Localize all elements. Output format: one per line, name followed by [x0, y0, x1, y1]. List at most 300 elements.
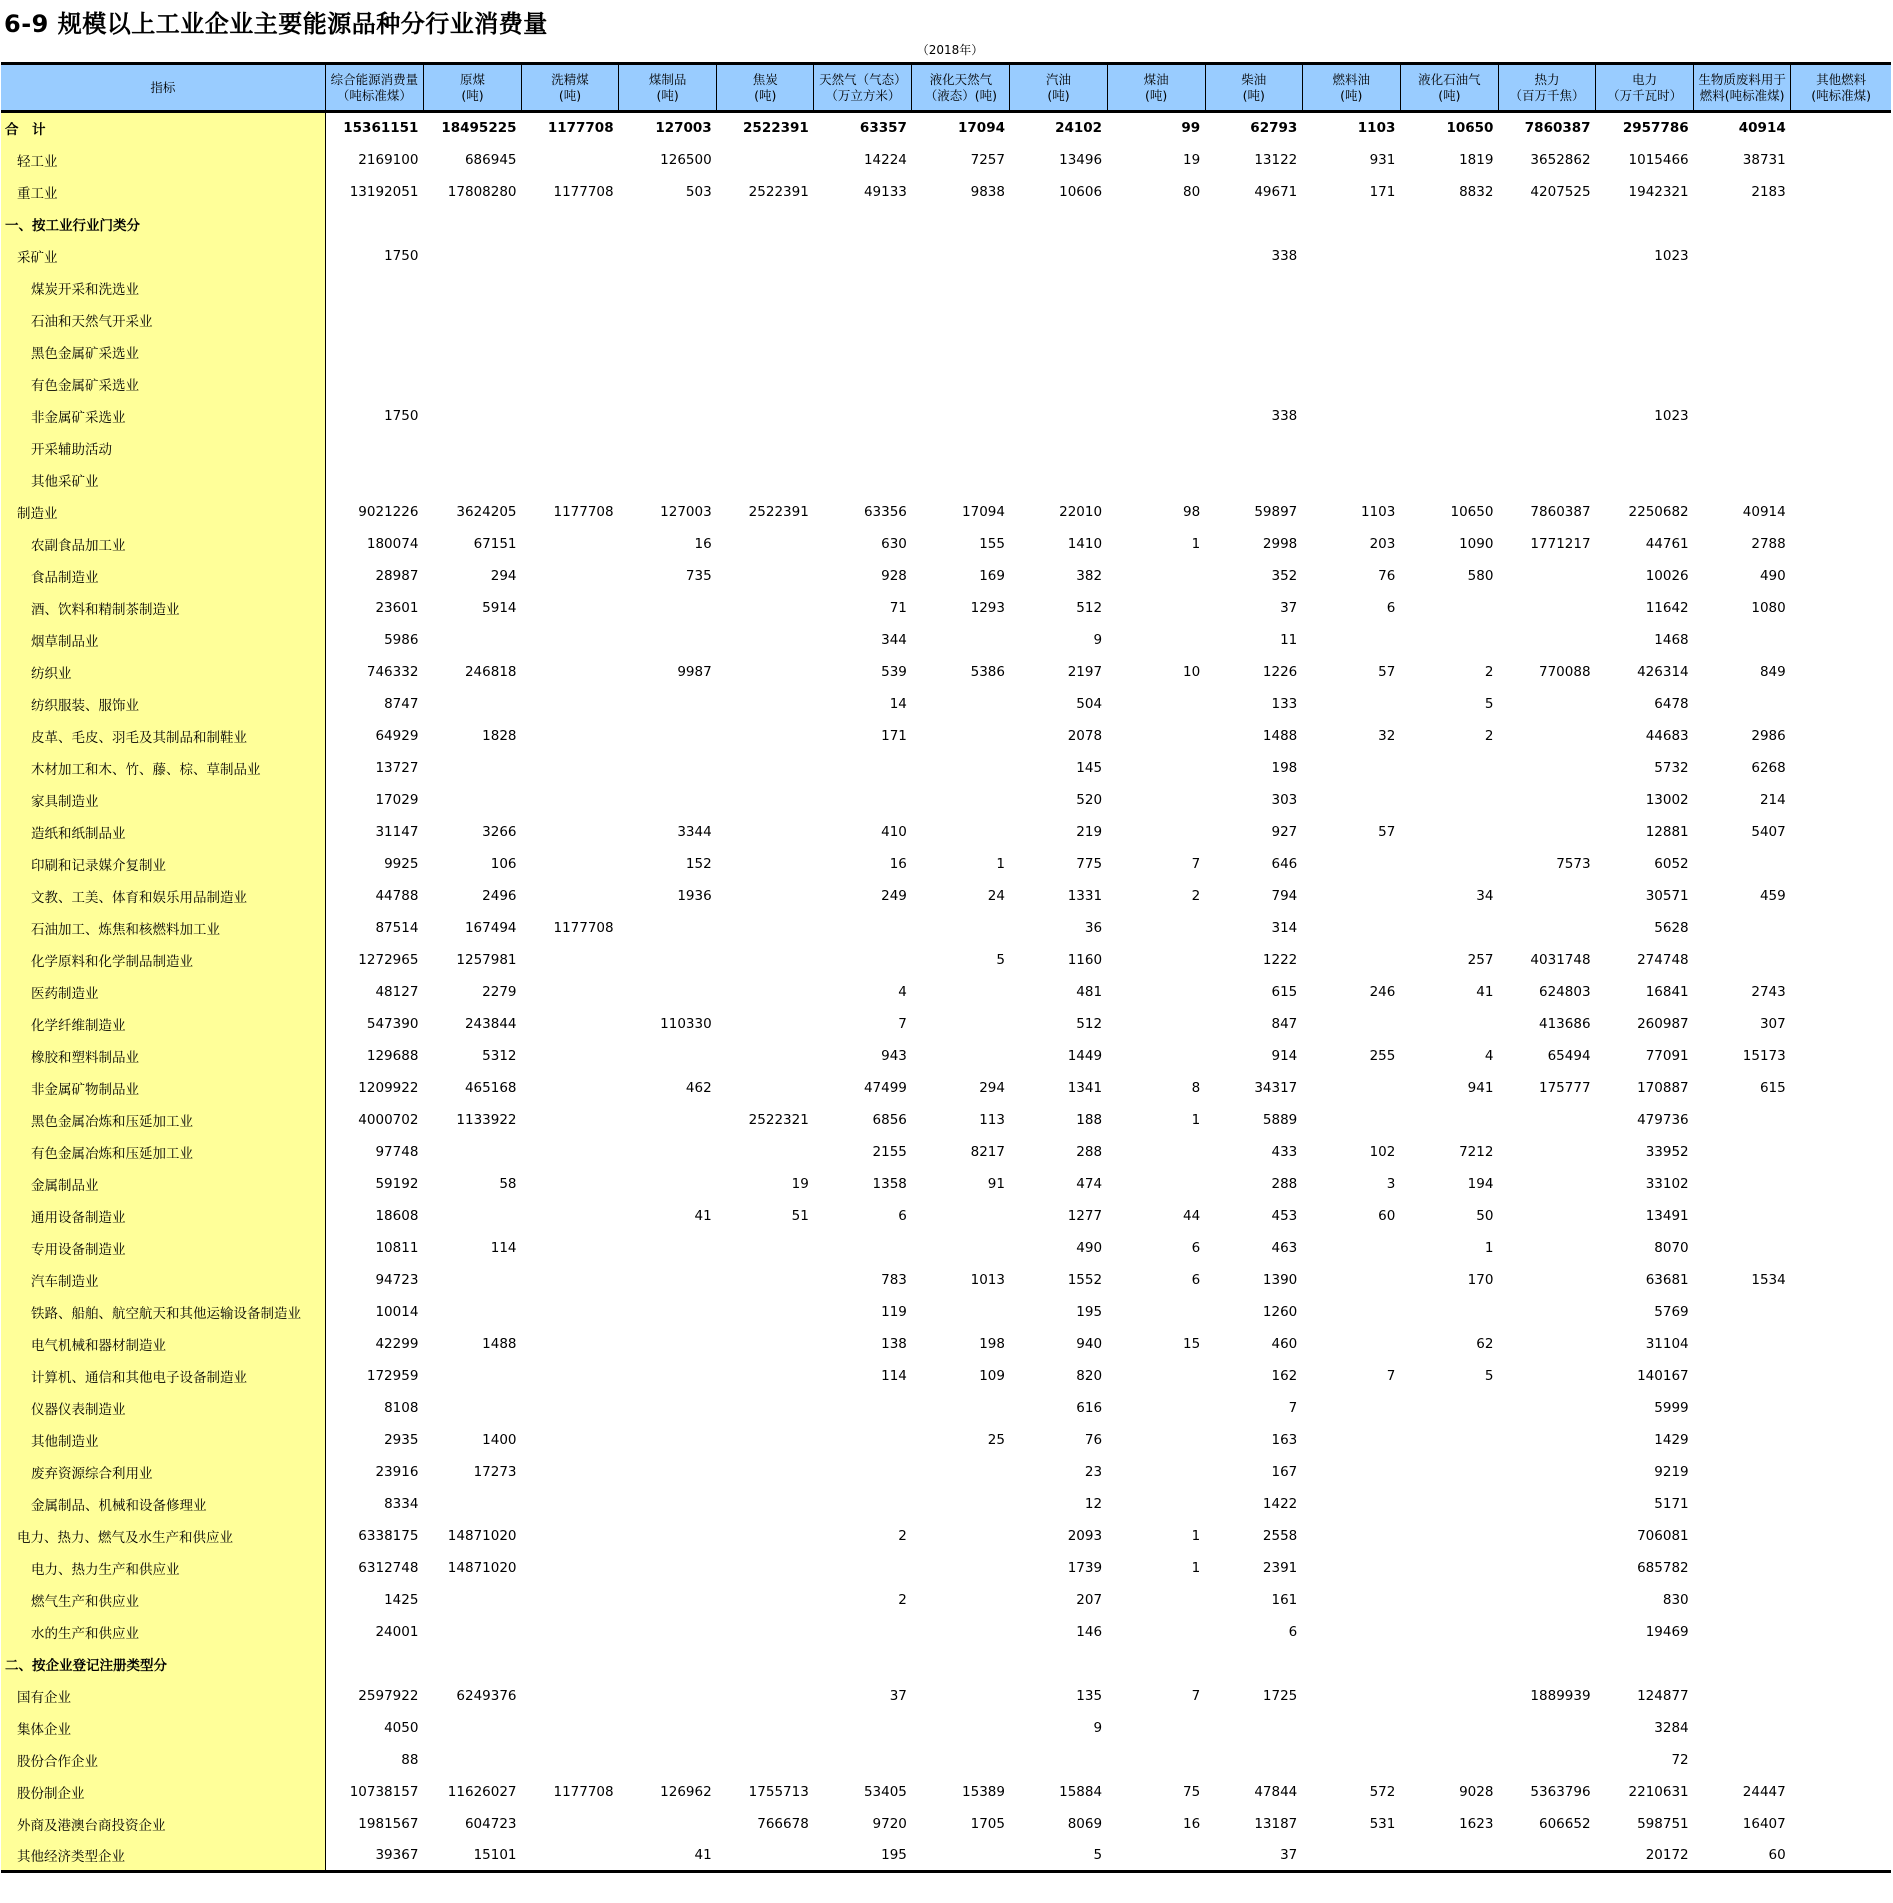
table-cell: [1791, 1840, 1891, 1872]
table-cell: [1400, 592, 1498, 624]
table-cell: 2998: [1262, 535, 1298, 552]
table-cell: 1358: [872, 1175, 907, 1192]
row-label: 制造业: [1, 496, 325, 528]
table-cell: 1331: [1067, 887, 1103, 904]
table-cell: 14871020: [447, 1527, 517, 1544]
table-cell: 8: [1191, 1079, 1201, 1096]
table-cell: [717, 752, 814, 784]
table-cell: [1302, 1840, 1400, 1872]
row-label: 电力、热力、燃气及水生产和供应业: [1, 1520, 325, 1552]
table-cell: [1791, 240, 1891, 272]
table-cell: [1596, 464, 1694, 496]
table-cell: [619, 1584, 717, 1616]
table-cell: 30571: [1645, 887, 1689, 904]
table-cell: 1226: [1262, 663, 1298, 680]
table-cell: [1791, 1744, 1891, 1776]
table-row: [1, 368, 1891, 400]
table-cell: [1400, 848, 1498, 880]
column-header-name: 洗精煤: [551, 71, 589, 87]
table-cell: 2986: [1751, 727, 1786, 744]
table-cell: [1010, 240, 1107, 272]
table-cell: [619, 688, 717, 720]
table-cell: [325, 368, 423, 400]
table-cell: [717, 1072, 814, 1104]
table-cell: [1107, 1744, 1205, 1776]
table-cell: [325, 336, 423, 368]
table-cell: 146: [1076, 1623, 1103, 1640]
table-cell: [1400, 304, 1498, 336]
table-cell: [423, 1296, 521, 1328]
table-cell: [1302, 304, 1400, 336]
table-cell: [1400, 624, 1498, 656]
row-label: 废弃资源综合利用业: [1, 1456, 325, 1488]
table-cell: [522, 688, 619, 720]
table-cell: [1107, 560, 1205, 592]
table-cell: 1133922: [456, 1111, 517, 1128]
row-label: 石油和天然气开采业: [1, 304, 325, 336]
table-body: [1, 112, 1891, 1872]
table-cell: 1080: [1751, 599, 1786, 616]
table-cell: [1791, 432, 1891, 464]
table-cell: [1498, 432, 1595, 464]
table-cell: 28987: [375, 567, 419, 584]
table-cell: [1302, 1104, 1400, 1136]
table-cell: [912, 816, 1010, 848]
table-cell: 6: [1191, 1239, 1201, 1256]
table-row: [1, 1104, 1891, 1136]
table-cell: [717, 656, 814, 688]
row-label: 股份制企业: [1, 1776, 325, 1808]
table-row: [1, 720, 1891, 752]
table-cell: 3266: [482, 823, 517, 840]
table-cell: [1791, 1488, 1891, 1520]
table-cell: [1302, 432, 1400, 464]
table-cell: 97748: [375, 1143, 419, 1160]
table-cell: [1400, 1296, 1498, 1328]
table-cell: 77091: [1645, 1047, 1689, 1064]
table-cell: 7212: [1459, 1143, 1494, 1160]
row-label: 仪器仪表制造业: [1, 1392, 325, 1424]
page-title: 6-9 规模以上工业企业主要能源品种分行业消费量: [4, 10, 548, 38]
table-cell: 102: [1369, 1143, 1396, 1160]
column-header: [423, 64, 521, 112]
table-cell: [1498, 1264, 1595, 1296]
table-cell: 243844: [464, 1015, 517, 1032]
table-cell: [1498, 1168, 1595, 1200]
table-cell: [1205, 272, 1302, 304]
column-header-name: 原煤: [459, 71, 485, 87]
table-row: [1, 944, 1891, 976]
table-cell: [423, 1392, 521, 1424]
table-cell: 138: [881, 1335, 907, 1352]
table-cell: 50: [1476, 1207, 1494, 1224]
table-cell: [1791, 112, 1891, 144]
table-cell: [619, 336, 717, 368]
table-cell: [1596, 336, 1694, 368]
table-cell: [1694, 1168, 1791, 1200]
table-cell: 5: [1484, 695, 1494, 712]
row-label: 国有企业: [1, 1680, 325, 1712]
table-cell: 598751: [1637, 1815, 1689, 1832]
table-cell: 830: [1662, 1591, 1689, 1608]
table-cell: [912, 336, 1010, 368]
table-cell: 512: [1076, 1015, 1103, 1032]
table-cell: [619, 1744, 717, 1776]
table-cell: 6856: [872, 1111, 907, 1128]
table-cell: 135: [1076, 1687, 1103, 1704]
table-cell: [717, 208, 814, 240]
table-cell: [1791, 720, 1891, 752]
row-label: 非金属矿采选业: [1, 400, 325, 432]
table-cell: [1791, 656, 1891, 688]
table-cell: [619, 752, 717, 784]
table-cell: [619, 1424, 717, 1456]
table-cell: [1791, 464, 1891, 496]
table-cell: 167: [1271, 1463, 1298, 1480]
table-cell: [1791, 176, 1891, 208]
table-cell: 6: [1288, 1623, 1298, 1640]
table-cell: 12: [1084, 1495, 1103, 1512]
table-cell: [1302, 752, 1400, 784]
table-cell: [814, 400, 912, 432]
table-cell: [912, 1616, 1010, 1648]
table-cell: [1791, 1328, 1891, 1360]
table-cell: 2788: [1751, 535, 1786, 552]
table-cell: [1791, 528, 1891, 560]
table-cell: 16841: [1645, 983, 1689, 1000]
table-cell: [814, 272, 912, 304]
table-row: [1, 464, 1891, 496]
row-label: 印刷和记录媒介复制业: [1, 848, 325, 880]
table-cell: 2522391: [743, 120, 809, 137]
table-cell: [717, 304, 814, 336]
table-cell: [1205, 464, 1302, 496]
table-cell: 2: [898, 1591, 907, 1608]
table-cell: [1694, 1648, 1791, 1680]
table-cell: [619, 368, 717, 400]
column-header: [1302, 64, 1400, 112]
table-cell: 1422: [1262, 1495, 1298, 1512]
table-cell: [1302, 1616, 1400, 1648]
table-cell: 1942321: [1628, 183, 1689, 200]
table-cell: 188: [1076, 1111, 1103, 1128]
table-cell: 6: [1191, 1271, 1201, 1288]
table-cell: [1400, 752, 1498, 784]
table-cell: [423, 1264, 521, 1296]
table-cell: 927: [1271, 823, 1298, 840]
table-cell: 2197: [1067, 663, 1103, 680]
table-cell: [522, 1616, 619, 1648]
table-cell: [1302, 1552, 1400, 1584]
table-cell: 198: [979, 1335, 1005, 1352]
table-cell: [1107, 752, 1205, 784]
table-cell: 1750: [384, 247, 419, 264]
table-row: [1, 880, 1891, 912]
table-cell: 1623: [1459, 1815, 1494, 1832]
table-cell: 10811: [375, 1239, 419, 1256]
table-cell: [1302, 912, 1400, 944]
table-cell: [619, 1520, 717, 1552]
table-cell: 5407: [1751, 823, 1786, 840]
year-subtitle: （2018年）: [916, 43, 984, 57]
table-cell: [522, 944, 619, 976]
table-cell: 453: [1271, 1207, 1298, 1224]
table-cell: [1791, 1584, 1891, 1616]
table-cell: [522, 1552, 619, 1584]
table-cell: [619, 1296, 717, 1328]
table-cell: [1302, 1712, 1400, 1744]
table-cell: [1400, 1840, 1498, 1872]
table-cell: 94723: [375, 1271, 419, 1288]
table-cell: [814, 784, 912, 816]
row-label: 非金属矿物制品业: [1, 1072, 325, 1104]
table-cell: 303: [1271, 791, 1298, 808]
row-label: 黑色金属矿采选业: [1, 336, 325, 368]
table-cell: [1694, 272, 1791, 304]
table-cell: 460: [1271, 1335, 1298, 1352]
table-cell: [1498, 1616, 1595, 1648]
table-cell: [522, 528, 619, 560]
table-cell: 18495225: [441, 120, 517, 137]
table-cell: 10606: [1059, 183, 1103, 200]
table-cell: 4: [898, 983, 907, 1000]
table-cell: [522, 1296, 619, 1328]
table-cell: [1498, 208, 1595, 240]
row-label: 造纸和纸制品业: [1, 816, 325, 848]
table-cell: [522, 272, 619, 304]
table-cell: [1791, 1520, 1891, 1552]
column-header-name: 燃料油: [1332, 71, 1371, 87]
table-cell: [1400, 272, 1498, 304]
table-cell: [522, 1584, 619, 1616]
column-header-name: 柴油: [1241, 71, 1267, 87]
table-cell: [912, 1712, 1010, 1744]
table-cell: 2093: [1067, 1527, 1103, 1544]
table-row: [1, 1200, 1891, 1232]
table-cell: [1498, 1488, 1595, 1520]
table-cell: [325, 304, 423, 336]
table-cell: [1400, 1520, 1498, 1552]
table-cell: [1694, 240, 1791, 272]
table-cell: 44788: [375, 887, 419, 904]
table-cell: [619, 432, 717, 464]
table-cell: 203: [1369, 535, 1396, 552]
table-cell: 735: [685, 567, 712, 584]
table-cell: [1498, 1424, 1595, 1456]
table-cell: [912, 464, 1010, 496]
table-cell: [423, 688, 521, 720]
table-cell: [814, 304, 912, 336]
table-cell: [717, 784, 814, 816]
table-cell: [1791, 784, 1891, 816]
table-cell: 4050: [384, 1719, 419, 1736]
table-cell: 463: [1271, 1239, 1298, 1256]
table-cell: 33952: [1645, 1143, 1689, 1160]
table-cell: [325, 272, 423, 304]
table-cell: 1222: [1262, 951, 1298, 968]
table-cell: [1791, 976, 1891, 1008]
table-cell: [423, 1744, 521, 1776]
table-cell: [1694, 1520, 1791, 1552]
table-cell: 75: [1182, 1783, 1201, 1800]
table-cell: [423, 400, 521, 432]
table-cell: [814, 432, 912, 464]
table-cell: 5: [1010, 1840, 1107, 1872]
table-cell: [1107, 400, 1205, 432]
table-cell: 7573: [1556, 855, 1591, 872]
table-cell: 246: [1369, 983, 1396, 1000]
table-cell: [619, 272, 717, 304]
table-cell: [717, 1680, 814, 1712]
table-cell: 1488: [1262, 727, 1298, 744]
table-cell: [619, 1680, 717, 1712]
row-label: 纺织服装、服饰业: [1, 688, 325, 720]
table-cell: [1107, 1456, 1205, 1488]
table-cell: [1694, 1616, 1791, 1648]
table-cell: 207: [1076, 1591, 1103, 1608]
row-label: 其他采矿业: [1, 464, 325, 496]
table-cell: 8070: [1654, 1239, 1689, 1256]
table-row: [1, 304, 1891, 336]
table-cell: 163: [1271, 1431, 1298, 1448]
table-cell: [717, 1840, 814, 1872]
table-cell: 7860387: [1524, 120, 1591, 137]
column-header-unit: (吨): [754, 87, 777, 103]
table-cell: 8217: [970, 1143, 1005, 1160]
table-cell: [522, 336, 619, 368]
table-row: [1, 1328, 1891, 1360]
table-cell: [814, 1488, 912, 1520]
table-cell: [1694, 912, 1791, 944]
table-cell: 1488: [482, 1335, 517, 1352]
table-cell: [912, 688, 1010, 720]
table-cell: [1791, 624, 1891, 656]
row-label: 煤炭开采和洗选业: [1, 272, 325, 304]
table-cell: [522, 816, 619, 848]
table-row: [1, 1296, 1891, 1328]
table-cell: 8069: [1067, 1815, 1103, 1832]
table-cell: 2250682: [1628, 503, 1689, 520]
table-cell: 490: [1076, 1239, 1103, 1256]
table-cell: 76: [1084, 1431, 1103, 1448]
table-cell: [1400, 1456, 1498, 1488]
table-cell: 47499: [863, 1079, 907, 1096]
column-header-unit: (吨): [1144, 87, 1168, 103]
table-cell: [1791, 1296, 1891, 1328]
table-cell: 195: [1076, 1303, 1103, 1320]
table-cell: 1552: [1067, 1271, 1103, 1288]
table-cell: [1302, 1008, 1400, 1040]
table-cell: 474: [1076, 1175, 1103, 1192]
table-cell: [619, 1136, 717, 1168]
table-cell: [1694, 944, 1791, 976]
table-cell: 941: [1467, 1079, 1494, 1096]
table-cell: 5363796: [1530, 1783, 1591, 1800]
table-cell: [522, 1136, 619, 1168]
table-cell: [1498, 1328, 1595, 1360]
table-cell: 3284: [1654, 1719, 1689, 1736]
table-cell: [522, 1072, 619, 1104]
table-cell: 746332: [366, 663, 419, 680]
table-cell: [717, 1008, 814, 1040]
table-cell: 249: [881, 887, 907, 904]
table-cell: 11626027: [447, 1783, 517, 1800]
table-row: [1, 1008, 1891, 1040]
table-cell: 6249376: [456, 1687, 517, 1704]
table-row: [1, 272, 1891, 304]
table-cell: 4207525: [1530, 183, 1591, 200]
table-cell: 2957786: [1622, 120, 1689, 137]
table-cell: [814, 368, 912, 400]
table-cell: [1498, 464, 1595, 496]
table-cell: [1010, 272, 1107, 304]
table-cell: 615: [1271, 983, 1298, 1000]
table-cell: [1498, 816, 1595, 848]
table-cell: [423, 240, 521, 272]
table-cell: [619, 1040, 717, 1072]
table-cell: 16: [1182, 1815, 1201, 1832]
table-cell: [1010, 400, 1107, 432]
table-cell: 114: [881, 1367, 907, 1384]
table-cell: [1694, 1104, 1791, 1136]
table-cell: [814, 1648, 912, 1680]
table-cell: [1791, 1136, 1891, 1168]
table-cell: 24001: [375, 1623, 419, 1640]
table-cell: [1107, 336, 1205, 368]
table-cell: 1209922: [358, 1079, 419, 1096]
table-cell: 152: [685, 855, 712, 872]
table-cell: 1: [1191, 1111, 1201, 1128]
table-cell: [1302, 1264, 1400, 1296]
table-cell: 1177708: [553, 503, 614, 520]
table-cell: [1694, 400, 1791, 432]
table-cell: 11: [1280, 631, 1298, 648]
table-cell: [1302, 336, 1400, 368]
table-cell: [1791, 1104, 1891, 1136]
row-label: 合 计: [1, 112, 325, 144]
table-cell: [522, 1008, 619, 1040]
table-cell: [1498, 1712, 1595, 1744]
table-cell: [522, 208, 619, 240]
row-label: 轻工业: [1, 144, 325, 176]
table-cell: 37: [889, 1687, 907, 1704]
table-cell: 260987: [1637, 1015, 1689, 1032]
table-cell: [717, 336, 814, 368]
table-cell: 194: [1467, 1175, 1494, 1192]
table-cell: [1791, 1072, 1891, 1104]
table-cell: 34317: [1254, 1079, 1298, 1096]
table-cell: [522, 240, 619, 272]
table-cell: [1498, 592, 1595, 624]
table-row: [1, 1488, 1891, 1520]
table-cell: [1791, 816, 1891, 848]
table-cell: [1010, 304, 1107, 336]
table-cell: [1791, 1424, 1891, 1456]
table-cell: 44761: [1645, 535, 1689, 552]
table-cell: 37: [1205, 1840, 1302, 1872]
table-cell: [1498, 1648, 1595, 1680]
table-cell: [1107, 368, 1205, 400]
table-cell: [1498, 1552, 1595, 1584]
table-cell: 10: [1182, 663, 1201, 680]
table-cell: [1791, 1168, 1891, 1200]
table-cell: [1694, 1712, 1791, 1744]
table-cell: [619, 1712, 717, 1744]
table-cell: 9021226: [358, 503, 419, 520]
table-cell: [814, 1232, 912, 1264]
table-cell: 40914: [1742, 503, 1786, 520]
row-label: 化学原料和化学制品制造业: [1, 944, 325, 976]
